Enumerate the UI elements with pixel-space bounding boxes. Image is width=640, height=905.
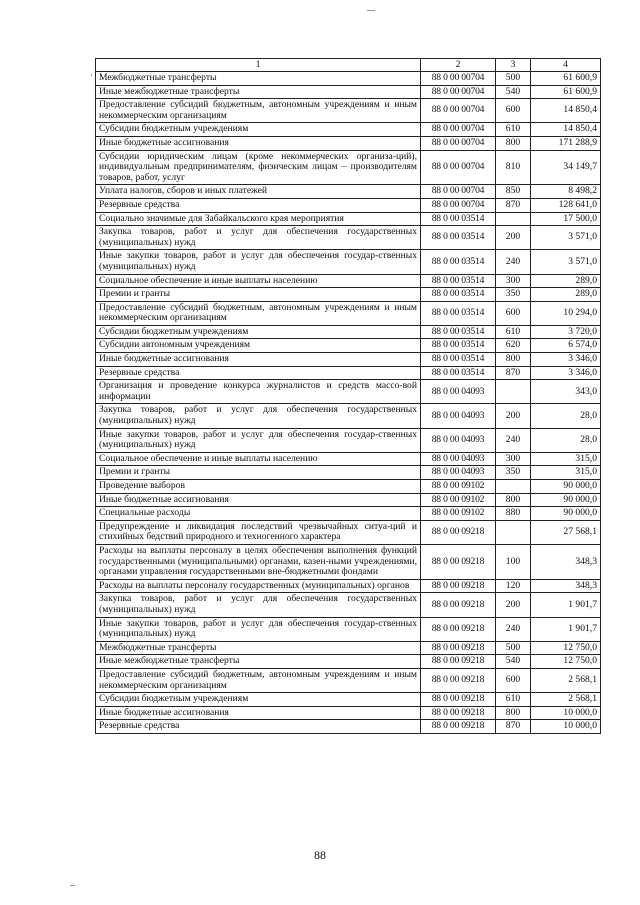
cell-amount: 61 600,9 (531, 85, 601, 99)
cell-vr: 200 (496, 404, 531, 428)
cell-code: 88 0 00 03514 (421, 339, 496, 353)
cell-name: Иные межбюджетные трансферты (96, 85, 421, 99)
cell-name: Иные бюджетные ассигнования (96, 353, 421, 367)
cell-name: Иные закупки товаров, работ и услуг для обеспечения государ-ственных (муниципальных) нужд (96, 250, 421, 274)
cell-code: 88 0 00 03514 (421, 366, 496, 380)
cell-name: Субсидии юридическим лицам (кроме некоммерческих организа-ций), индивидуальным предпринимателям, физическим лицам – производителям товаров, работ, услуг (96, 150, 421, 185)
cell-code: 88 0 00 00704 (421, 150, 496, 185)
cell-name: Специальные расходы (96, 507, 421, 521)
cell-code: 88 0 00 03514 (421, 353, 496, 367)
cell-code: 88 0 00 09102 (421, 507, 496, 521)
cell-name: Иные бюджетные ассигнования (96, 706, 421, 720)
table-row (96, 226, 601, 250)
cell-name: Иные бюджетные ассигнования (96, 136, 421, 150)
cell-code: 88 0 00 09218 (421, 617, 496, 641)
table-row (96, 507, 601, 521)
cell-amount: 2 568,1 (531, 693, 601, 707)
cell-name: Субсидии автономным учреждениям (96, 339, 421, 353)
cell-amount: 315,0 (531, 452, 601, 466)
cell-amount: 28,0 (531, 404, 601, 428)
table-row (96, 301, 601, 325)
cell-code: 88 0 00 09218 (421, 720, 496, 734)
cell-code: 88 0 00 03514 (421, 250, 496, 274)
table-row (96, 693, 601, 707)
cell-code: 88 0 00 09218 (421, 641, 496, 655)
table-row (96, 123, 601, 137)
cell-amount: 12 750,0 (531, 641, 601, 655)
table-row (96, 544, 601, 579)
cell-code: 88 0 00 09218 (421, 668, 496, 692)
cell-name: Закупка товаров, работ и услуг для обеспечения государственных (муниципальных) нужд (96, 226, 421, 250)
scan-speck (367, 10, 375, 11)
table-row (96, 85, 601, 99)
cell-code: 88 0 00 03514 (421, 288, 496, 302)
cell-vr: 540 (496, 655, 531, 669)
cell-vr: 350 (496, 466, 531, 480)
cell-code: 88 0 00 00704 (421, 198, 496, 212)
cell-amount: 2 568,1 (531, 668, 601, 692)
table-row (96, 185, 601, 199)
cell-vr: 870 (496, 198, 531, 212)
cell-vr: 880 (496, 507, 531, 521)
cell-amount: 27 568,1 (531, 520, 601, 544)
cell-code: 88 0 00 00704 (421, 99, 496, 123)
cell-vr: 870 (496, 366, 531, 380)
cell-vr: 610 (496, 693, 531, 707)
cell-vr: 300 (496, 452, 531, 466)
cell-code: 88 0 00 03514 (421, 325, 496, 339)
cell-code: 88 0 00 04093 (421, 466, 496, 480)
cell-name: Расходы на выплаты персоналу государственных (муниципальных) органов (96, 579, 421, 593)
cell-vr: 800 (496, 706, 531, 720)
cell-vr: 120 (496, 579, 531, 593)
cell-amount: 6 574,0 (531, 339, 601, 353)
cell-name: Субсидии бюджетным учреждениям (96, 325, 421, 339)
table-row (96, 150, 601, 185)
cell-amount: 1 901,7 (531, 593, 601, 617)
cell-name: Иные закупки товаров, работ и услуг для обеспечения государ-ственных (муниципальных) нужд (96, 617, 421, 641)
cell-name: Уплата налогов, сборов и иных платежей (96, 185, 421, 199)
cell-amount: 348,3 (531, 579, 601, 593)
cell-amount: 28,0 (531, 428, 601, 452)
cell-amount: 14 850,4 (531, 99, 601, 123)
cell-amount: 171 288,9 (531, 136, 601, 150)
table-row (96, 579, 601, 593)
cell-amount: 14 850,4 (531, 123, 601, 137)
cell-amount: 289,0 (531, 288, 601, 302)
cell-amount: 3 346,0 (531, 366, 601, 380)
cell-amount: 8 498,2 (531, 185, 601, 199)
cell-code: 88 0 00 03514 (421, 226, 496, 250)
table-row (96, 466, 601, 480)
cell-vr: 870 (496, 720, 531, 734)
cell-vr: 850 (496, 185, 531, 199)
cell-amount: 61 600,9 (531, 72, 601, 86)
cell-vr: 610 (496, 325, 531, 339)
cell-code: 88 0 00 00704 (421, 123, 496, 137)
cell-code: 88 0 00 09218 (421, 706, 496, 720)
cell-vr: 610 (496, 123, 531, 137)
cell-amount: 34 149,7 (531, 150, 601, 185)
cell-name: Расходы на выплаты персоналу в целях обеспечения выполнения функций государственными (муниципальными) органами, казен-ными учреждениями, органами управления государственными вне-бюджетными фондами (96, 544, 421, 579)
cell-name: Резервные средства (96, 198, 421, 212)
header-col-vr: 3 (496, 59, 531, 72)
cell-vr: 540 (496, 85, 531, 99)
cell-amount: 128 641,0 (531, 198, 601, 212)
cell-name: Закупка товаров, работ и услуг для обеспечения государственных (муниципальных) нужд (96, 593, 421, 617)
table-row (96, 593, 601, 617)
cell-amount: 3 571,0 (531, 226, 601, 250)
table-row (96, 668, 601, 692)
cell-amount: 17 500,0 (531, 212, 601, 226)
cell-name: Резервные средства (96, 366, 421, 380)
cell-amount: 10 000,0 (531, 706, 601, 720)
cell-vr: 100 (496, 544, 531, 579)
table-row (96, 493, 601, 507)
cell-vr: 240 (496, 428, 531, 452)
cell-code: 88 0 00 09102 (421, 480, 496, 494)
table-row (96, 404, 601, 428)
cell-name: Премии и гранты (96, 288, 421, 302)
cell-code: 88 0 00 00704 (421, 185, 496, 199)
cell-name: Предоставление субсидий бюджетным, автономным учреждениям и иным некоммерческим организациям (96, 668, 421, 692)
cell-amount: 3 720,0 (531, 325, 601, 339)
cell-vr: 620 (496, 339, 531, 353)
cell-vr: 240 (496, 617, 531, 641)
cell-name: Предоставление субсидий бюджетным, автономным учреждениям и иным некоммерческим организациям (96, 301, 421, 325)
cell-vr: 810 (496, 150, 531, 185)
cell-code: 88 0 00 04093 (421, 452, 496, 466)
table-row (96, 720, 601, 734)
cell-code: 88 0 00 04093 (421, 404, 496, 428)
cell-amount: 10 000,0 (531, 720, 601, 734)
table-row (96, 641, 601, 655)
cell-code: 88 0 00 09218 (421, 593, 496, 617)
table-row (96, 706, 601, 720)
cell-name: Социально значимые для Забайкальского края мероприятия (96, 212, 421, 226)
table-row (96, 250, 601, 274)
scan-speck (70, 885, 75, 886)
cell-vr: 600 (496, 668, 531, 692)
table-row (96, 339, 601, 353)
cell-vr (496, 212, 531, 226)
cell-name: Социальное обеспечение и иные выплаты населению (96, 274, 421, 288)
header-col-code: 2 (421, 59, 496, 72)
table-row (96, 274, 601, 288)
cell-name: Иные бюджетные ассигнования (96, 493, 421, 507)
table-row (96, 136, 601, 150)
cell-vr: 600 (496, 99, 531, 123)
cell-name: Субсидии бюджетным учреждениям (96, 693, 421, 707)
cell-vr: 200 (496, 226, 531, 250)
table-body (96, 72, 601, 734)
table-row (96, 198, 601, 212)
header-col-amount: 4 (531, 59, 601, 72)
cell-amount: 3 571,0 (531, 250, 601, 274)
table-row (96, 288, 601, 302)
cell-code: 88 0 00 04093 (421, 380, 496, 404)
cell-name: Организация и проведение конкурса журналистов и средств массо-вой информации (96, 380, 421, 404)
table-row (96, 452, 601, 466)
cell-vr: 240 (496, 250, 531, 274)
cell-name: Закупка товаров, работ и услуг для обеспечения государственных (муниципальных) нужд (96, 404, 421, 428)
table-row (96, 428, 601, 452)
table-row (96, 212, 601, 226)
cell-name: Проведение выборов (96, 480, 421, 494)
cell-code: 88 0 00 03514 (421, 274, 496, 288)
cell-code: 88 0 00 09102 (421, 493, 496, 507)
cell-vr: 600 (496, 301, 531, 325)
cell-vr: 350 (496, 288, 531, 302)
cell-name: Предоставление субсидий бюджетным, автономным учреждениям и иным некоммерческим организациям (96, 99, 421, 123)
table-row (96, 325, 601, 339)
table-row (96, 380, 601, 404)
cell-vr: 300 (496, 274, 531, 288)
cell-code: 88 0 00 04093 (421, 428, 496, 452)
cell-amount: 90 000,0 (531, 507, 601, 521)
cell-code: 88 0 00 00704 (421, 72, 496, 86)
table-row (96, 520, 601, 544)
cell-name: Межбюджетные трансферты (96, 641, 421, 655)
header-col-name: 1 (96, 59, 421, 72)
cell-code: 88 0 00 09218 (421, 544, 496, 579)
cell-name: Межбюджетные трансферты (96, 72, 421, 86)
cell-code: 88 0 00 00704 (421, 85, 496, 99)
cell-code: 88 0 00 00704 (421, 136, 496, 150)
cell-vr: 200 (496, 593, 531, 617)
table-row (96, 366, 601, 380)
scan-speck (91, 74, 92, 76)
budget-table (95, 58, 601, 734)
cell-amount: 348,3 (531, 544, 601, 579)
cell-vr: 800 (496, 353, 531, 367)
table-header (96, 59, 601, 72)
cell-amount: 315,0 (531, 466, 601, 480)
cell-code: 88 0 00 09218 (421, 579, 496, 593)
cell-code: 88 0 00 09218 (421, 693, 496, 707)
cell-vr: 500 (496, 641, 531, 655)
cell-vr: 800 (496, 493, 531, 507)
cell-amount: 343,0 (531, 380, 601, 404)
header-row (96, 59, 601, 72)
cell-vr: 800 (496, 136, 531, 150)
table-row (96, 72, 601, 86)
cell-vr (496, 380, 531, 404)
table-row (96, 99, 601, 123)
table-row (96, 353, 601, 367)
cell-amount: 3 346,0 (531, 353, 601, 367)
cell-name: Предупреждение и ликвидация последствий чрезвычайных ситуа-ций и стихийных бедствий природного и техногенного характера (96, 520, 421, 544)
cell-name: Иные закупки товаров, работ и услуг для обеспечения государ-ственных (муниципальных) нужд (96, 428, 421, 452)
cell-amount: 1 901,7 (531, 617, 601, 641)
cell-name: Субсидии бюджетным учреждениям (96, 123, 421, 137)
cell-amount: 90 000,0 (531, 493, 601, 507)
cell-amount: 289,0 (531, 274, 601, 288)
page-number: 88 (314, 848, 326, 862)
table-row (96, 480, 601, 494)
table-row (96, 617, 601, 641)
table-row (96, 655, 601, 669)
cell-code: 88 0 00 09218 (421, 655, 496, 669)
cell-amount: 90 000,0 (531, 480, 601, 494)
cell-code: 88 0 00 09218 (421, 520, 496, 544)
cell-code: 88 0 00 03514 (421, 301, 496, 325)
cell-vr (496, 520, 531, 544)
cell-code: 88 0 00 03514 (421, 212, 496, 226)
cell-vr (496, 480, 531, 494)
cell-vr: 500 (496, 72, 531, 86)
cell-amount: 10 294,0 (531, 301, 601, 325)
cell-name: Иные межбюджетные трансферты (96, 655, 421, 669)
cell-name: Премии и гранты (96, 466, 421, 480)
cell-name: Резервные средства (96, 720, 421, 734)
cell-name: Социальное обеспечение и иные выплаты населению (96, 452, 421, 466)
cell-amount: 12 750,0 (531, 655, 601, 669)
